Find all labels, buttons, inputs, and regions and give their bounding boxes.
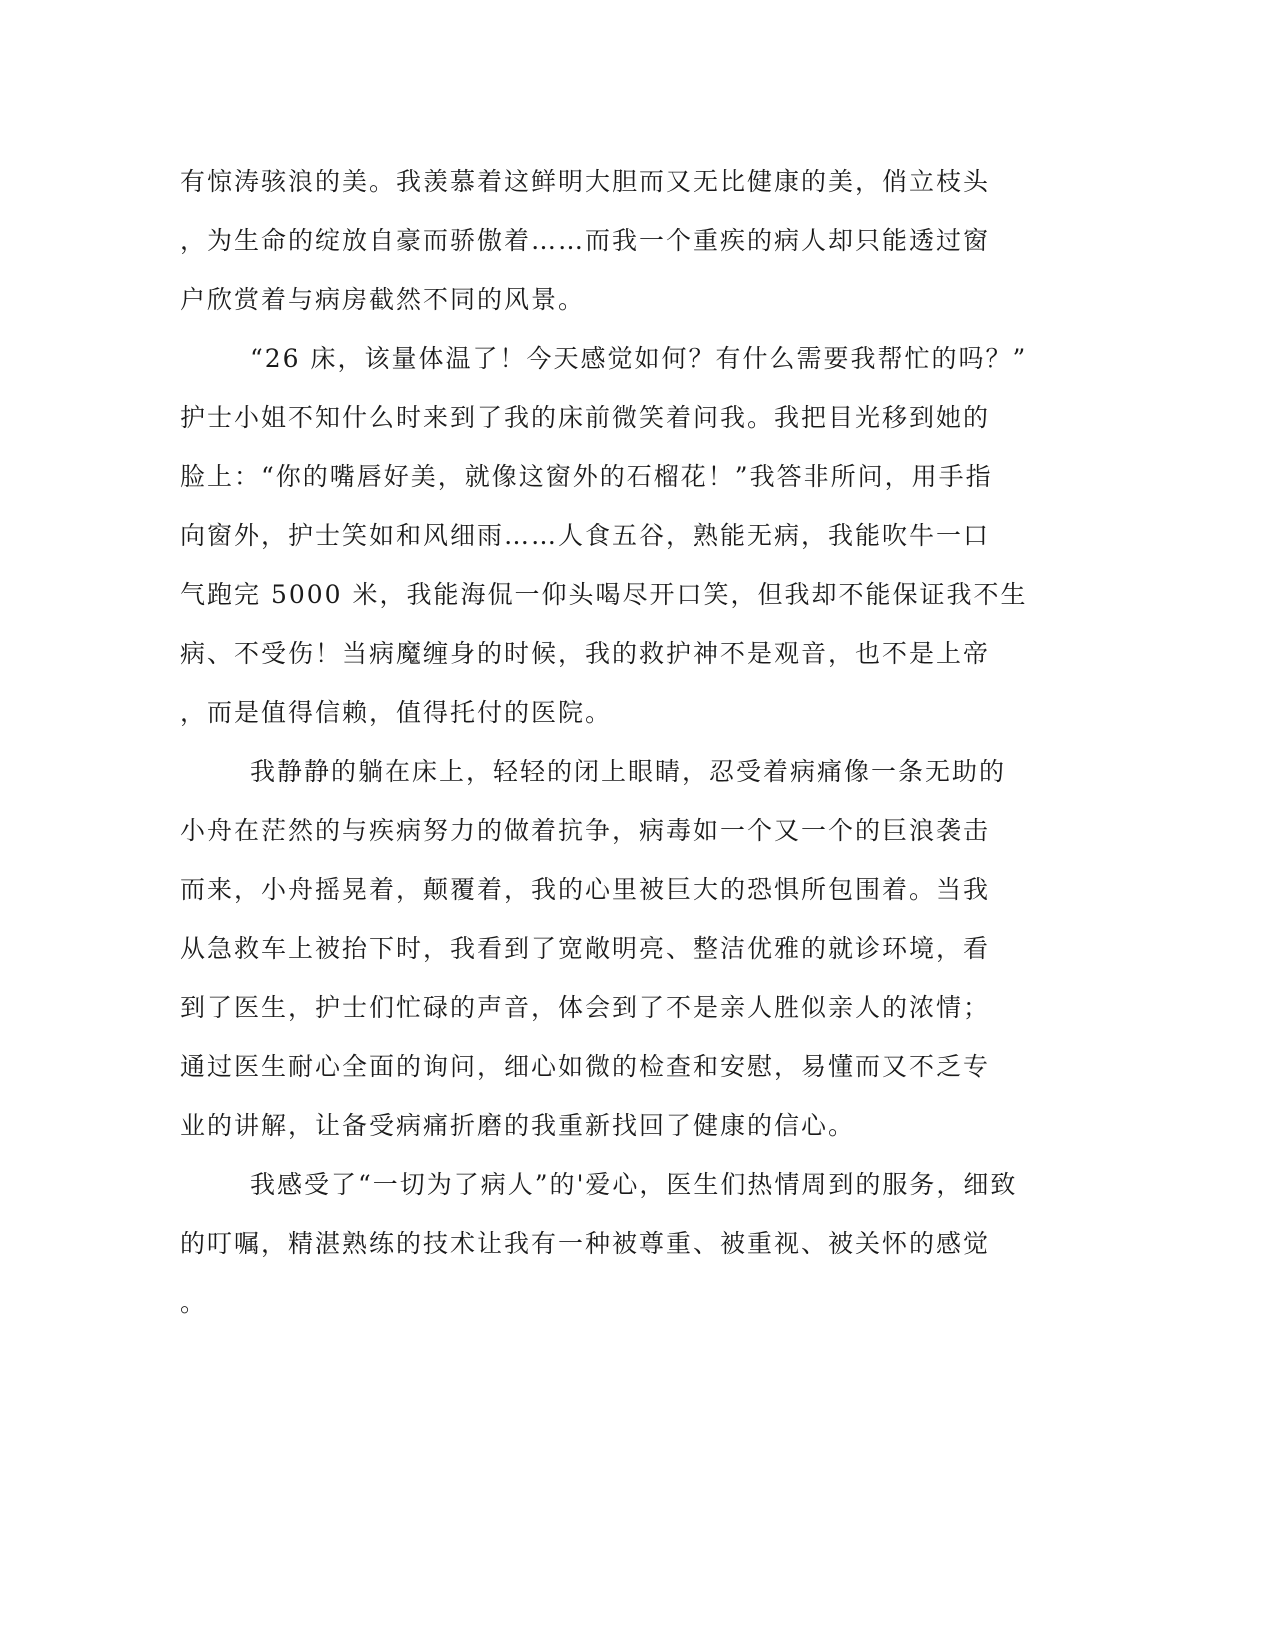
text-line: 病、不受伤！当病魔缠身的时候，我的救护神不是观音，也不是上帝	[180, 639, 991, 668]
text-line: 而来，小舟摇晃着，颠覆着，我的心里被巨大的恐惧所包围着。当我	[180, 875, 991, 904]
paragraph-first-line: 我静静的躺在床上，轻轻的闭上眼睛，忍受着病痛像一条无助的	[250, 757, 1007, 786]
text-line: 业的讲解，让备受病痛折磨的我重新找回了健康的信心。	[180, 1111, 856, 1140]
body-text	[180, 160, 1040, 1340]
text-line: 向窗外，护士笑如和风细雨……人食五谷，熟能无病，我能吹牛一口	[180, 521, 991, 550]
text-line: 有惊涛骇浪的美。我羡慕着这鲜明大胆而又无比健康的美，俏立枝头	[180, 167, 991, 196]
paragraph-first-line: 我感受了“一切为了病人”的'爱心，医生们热情周到的服务，细致	[250, 1170, 1018, 1199]
text-line: ，而是值得信赖，值得托付的医院。	[180, 698, 613, 727]
text-line: 气跑完 5000 米，我能海侃一仰头喝尽开口笑，但我却不能保证我不生	[180, 580, 1028, 609]
text-line: ，为生命的绽放自豪而骄傲着……而我一个重疾的病人却只能透过窗	[180, 226, 991, 255]
text-line: 通过医生耐心全面的询问，细心如微的检查和安慰，易懂而又不乏专	[180, 1052, 991, 1081]
text-line: 的叮嘱，精湛熟练的技术让我有一种被尊重、被重视、被关怀的感觉	[180, 1229, 991, 1258]
paragraph-first-line: “26 床，该量体温了！今天感觉如何？有什么需要我帮忙的吗？”	[250, 344, 1028, 373]
text-line: 脸上：“你的嘴唇好美，就像这窗外的石榴花！”我答非所问，用手指	[180, 462, 993, 491]
text-line: 护士小姐不知什么时来到了我的床前微笑着问我。我把目光移到她的	[180, 403, 991, 432]
text-line: 。	[180, 1288, 208, 1317]
text-line: 到了医生，护士们忙碌的声音，体会到了不是亲人胜似亲人的浓情；	[180, 993, 991, 1022]
text-line: 户欣赏着与病房截然不同的风景。	[180, 285, 586, 314]
text-line: 小舟在茫然的与疾病努力的做着抗争，病毒如一个又一个的巨浪袭击	[180, 816, 991, 845]
text-line: 从急救车上被抬下时，我看到了宽敞明亮、整洁优雅的就诊环境，看	[180, 934, 991, 963]
